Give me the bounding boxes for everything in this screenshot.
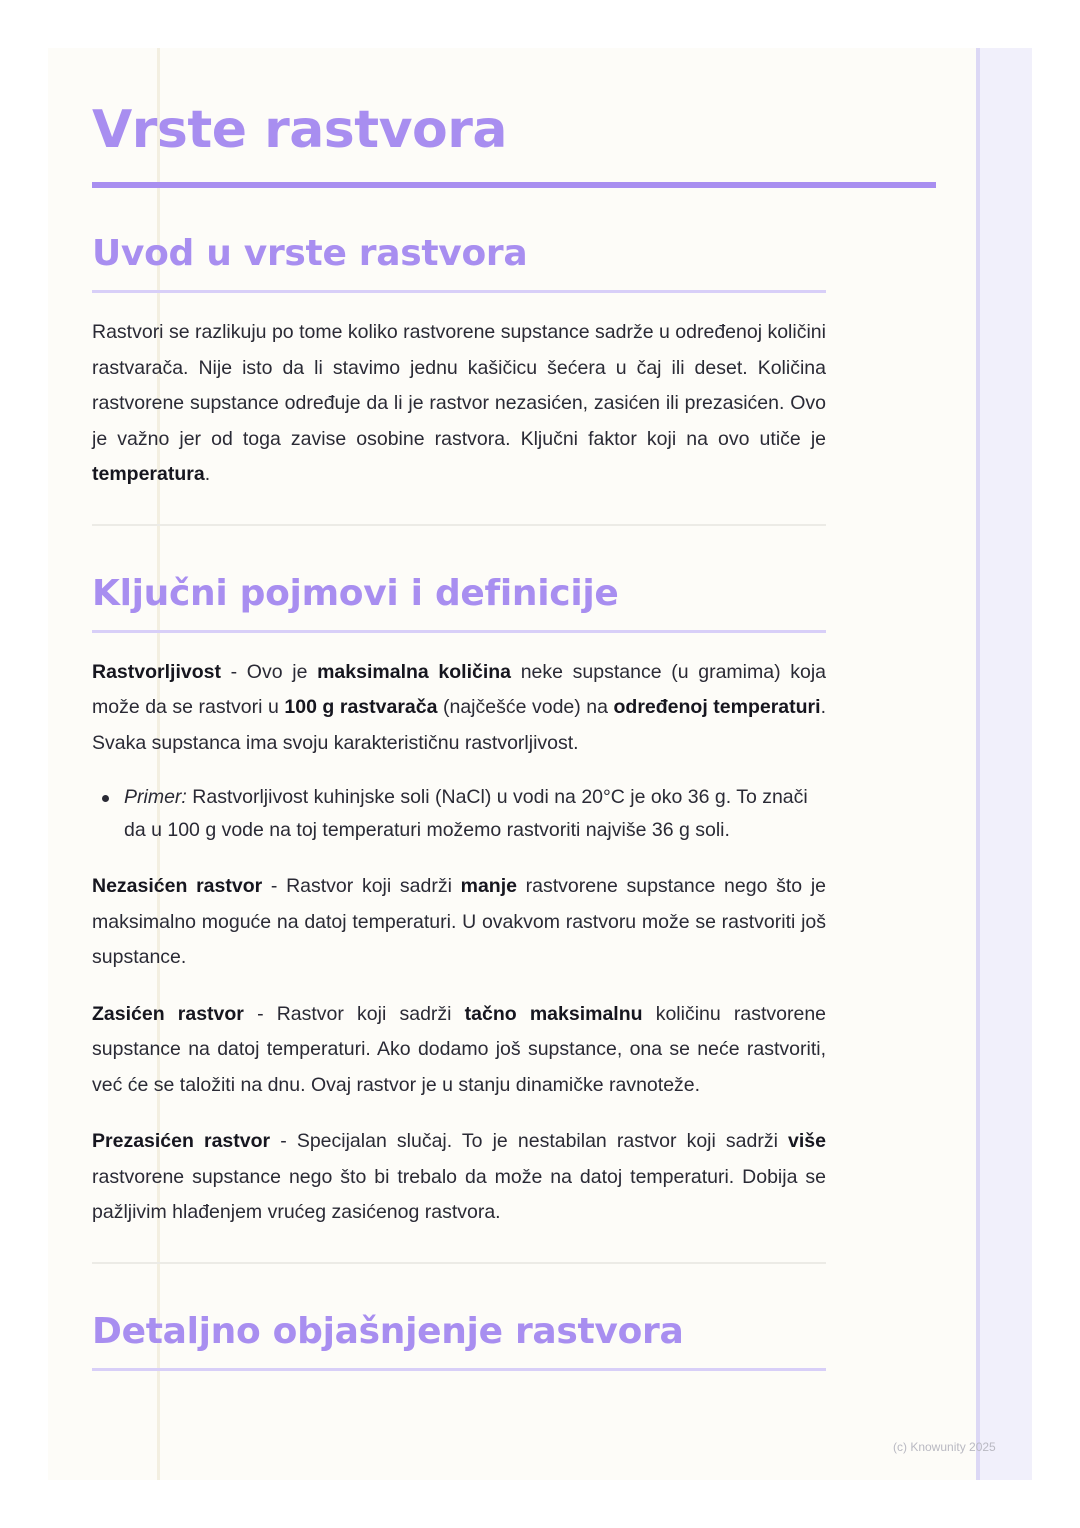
definition-text: rastvorene supstance nego što je maksimalno moguće na datoj temperaturi. U ovakvom rastvoru može se rastvoriti još supstance. [92,875,827,968]
section-underline [92,1368,826,1371]
section-divider [92,524,826,526]
definition-text: rastvorene supstance nego što bi trebalo da može na datoj temperaturi. Dobija se pažljivim hlađenjem vrućeg zasićenog rastvora. [92,1165,826,1223]
example-text: Rastvorljivost kuhinjske soli (NaCl) u vodi na 20°C je oko 36 g. To znači da u 100 g vode na toj temperaturi možemo rastvoriti najviše 36 g soli. [124,786,808,841]
intro-bold-term: temperatura [92,463,205,485]
intro-paragraph [92,315,826,493]
definition-text: - Rastvor koji sadrži [243,1002,465,1025]
section-underline [92,630,826,633]
definition-nezasicen [92,869,826,976]
definition-prezasicen [92,1124,826,1231]
list-item [124,781,826,847]
right-side-strip [976,48,1032,1480]
definition-text: - Specijalan slučaj. To je nestabilan rastvor koji sadrži [270,1130,789,1152]
definition-term: Nezasićen rastvor [92,875,263,897]
example-label: Primer: [124,786,187,808]
definition-term: Zasićen rastvor [92,1002,244,1025]
definition-text: količinu rastvorene supstance na datoj temperaturi. Ako dodamo još supstance, ona se neće rastvoriti, već će se taložiti na dnu. Ovaj rastvor je u stanju dinamičke ravnoteže. [92,1002,827,1096]
section-underline [92,290,826,293]
definition-text: (najčešće vode) na [437,696,614,718]
definition-zasicen [92,997,826,1104]
definition-term: Rastvorljivost [92,660,221,683]
definition-term: Prezasićen rastvor [92,1130,271,1152]
definition-bold: tačno maksimalnu [464,1002,643,1025]
document-content [92,48,826,1371]
definition-bold: 100 g rastvarača [284,696,438,718]
definition-bold: više [788,1130,826,1152]
intro-text: Rastvori se razlikuju po tome koliko rastvorene supstance sadrže u određenoj količini rastvarača. Nije isto da li stavimo jednu kašičicu šećera u čaj ili deset. Količina rastvorene supstance određuje da li je rastvor nezasićen, zasićen ili prezasićen. Ovo je važno jer od toga zavise osobine rastvora. Ključni faktor koji na ovo utiče je [92,321,826,450]
definition-text: neke supstance (u gramima) koja može da se rastvori u [92,660,827,718]
definition-text: - Ovo je [220,660,318,683]
section-heading-detaljno: Detaljno objašnjenje rastvora [92,1310,684,1352]
example-list [92,781,826,847]
title-underline [92,182,936,188]
definition-bold: manje [460,875,517,897]
intro-end: . [204,463,211,485]
definition-rastvorljivost [92,655,826,762]
section-heading-pojmovi: Ključni pojmovi i definicije [92,572,619,614]
section-divider [92,1262,826,1264]
section-heading-uvod: Uvod u vrste rastvora [92,233,528,274]
definition-bold: maksimalna količina [317,660,512,683]
page-title: Vrste rastvora [92,100,507,160]
copyright-footer: (c) Knowunity 2025 [893,1440,996,1454]
definition-text: . Svaka supstanca ima svoju karakterističnu rastvorljivost. [92,696,826,754]
definition-text: - Rastvor koji sadrži [262,875,461,897]
right-strip-border [976,48,980,1480]
definition-bold: određenoj temperaturi [613,696,821,718]
